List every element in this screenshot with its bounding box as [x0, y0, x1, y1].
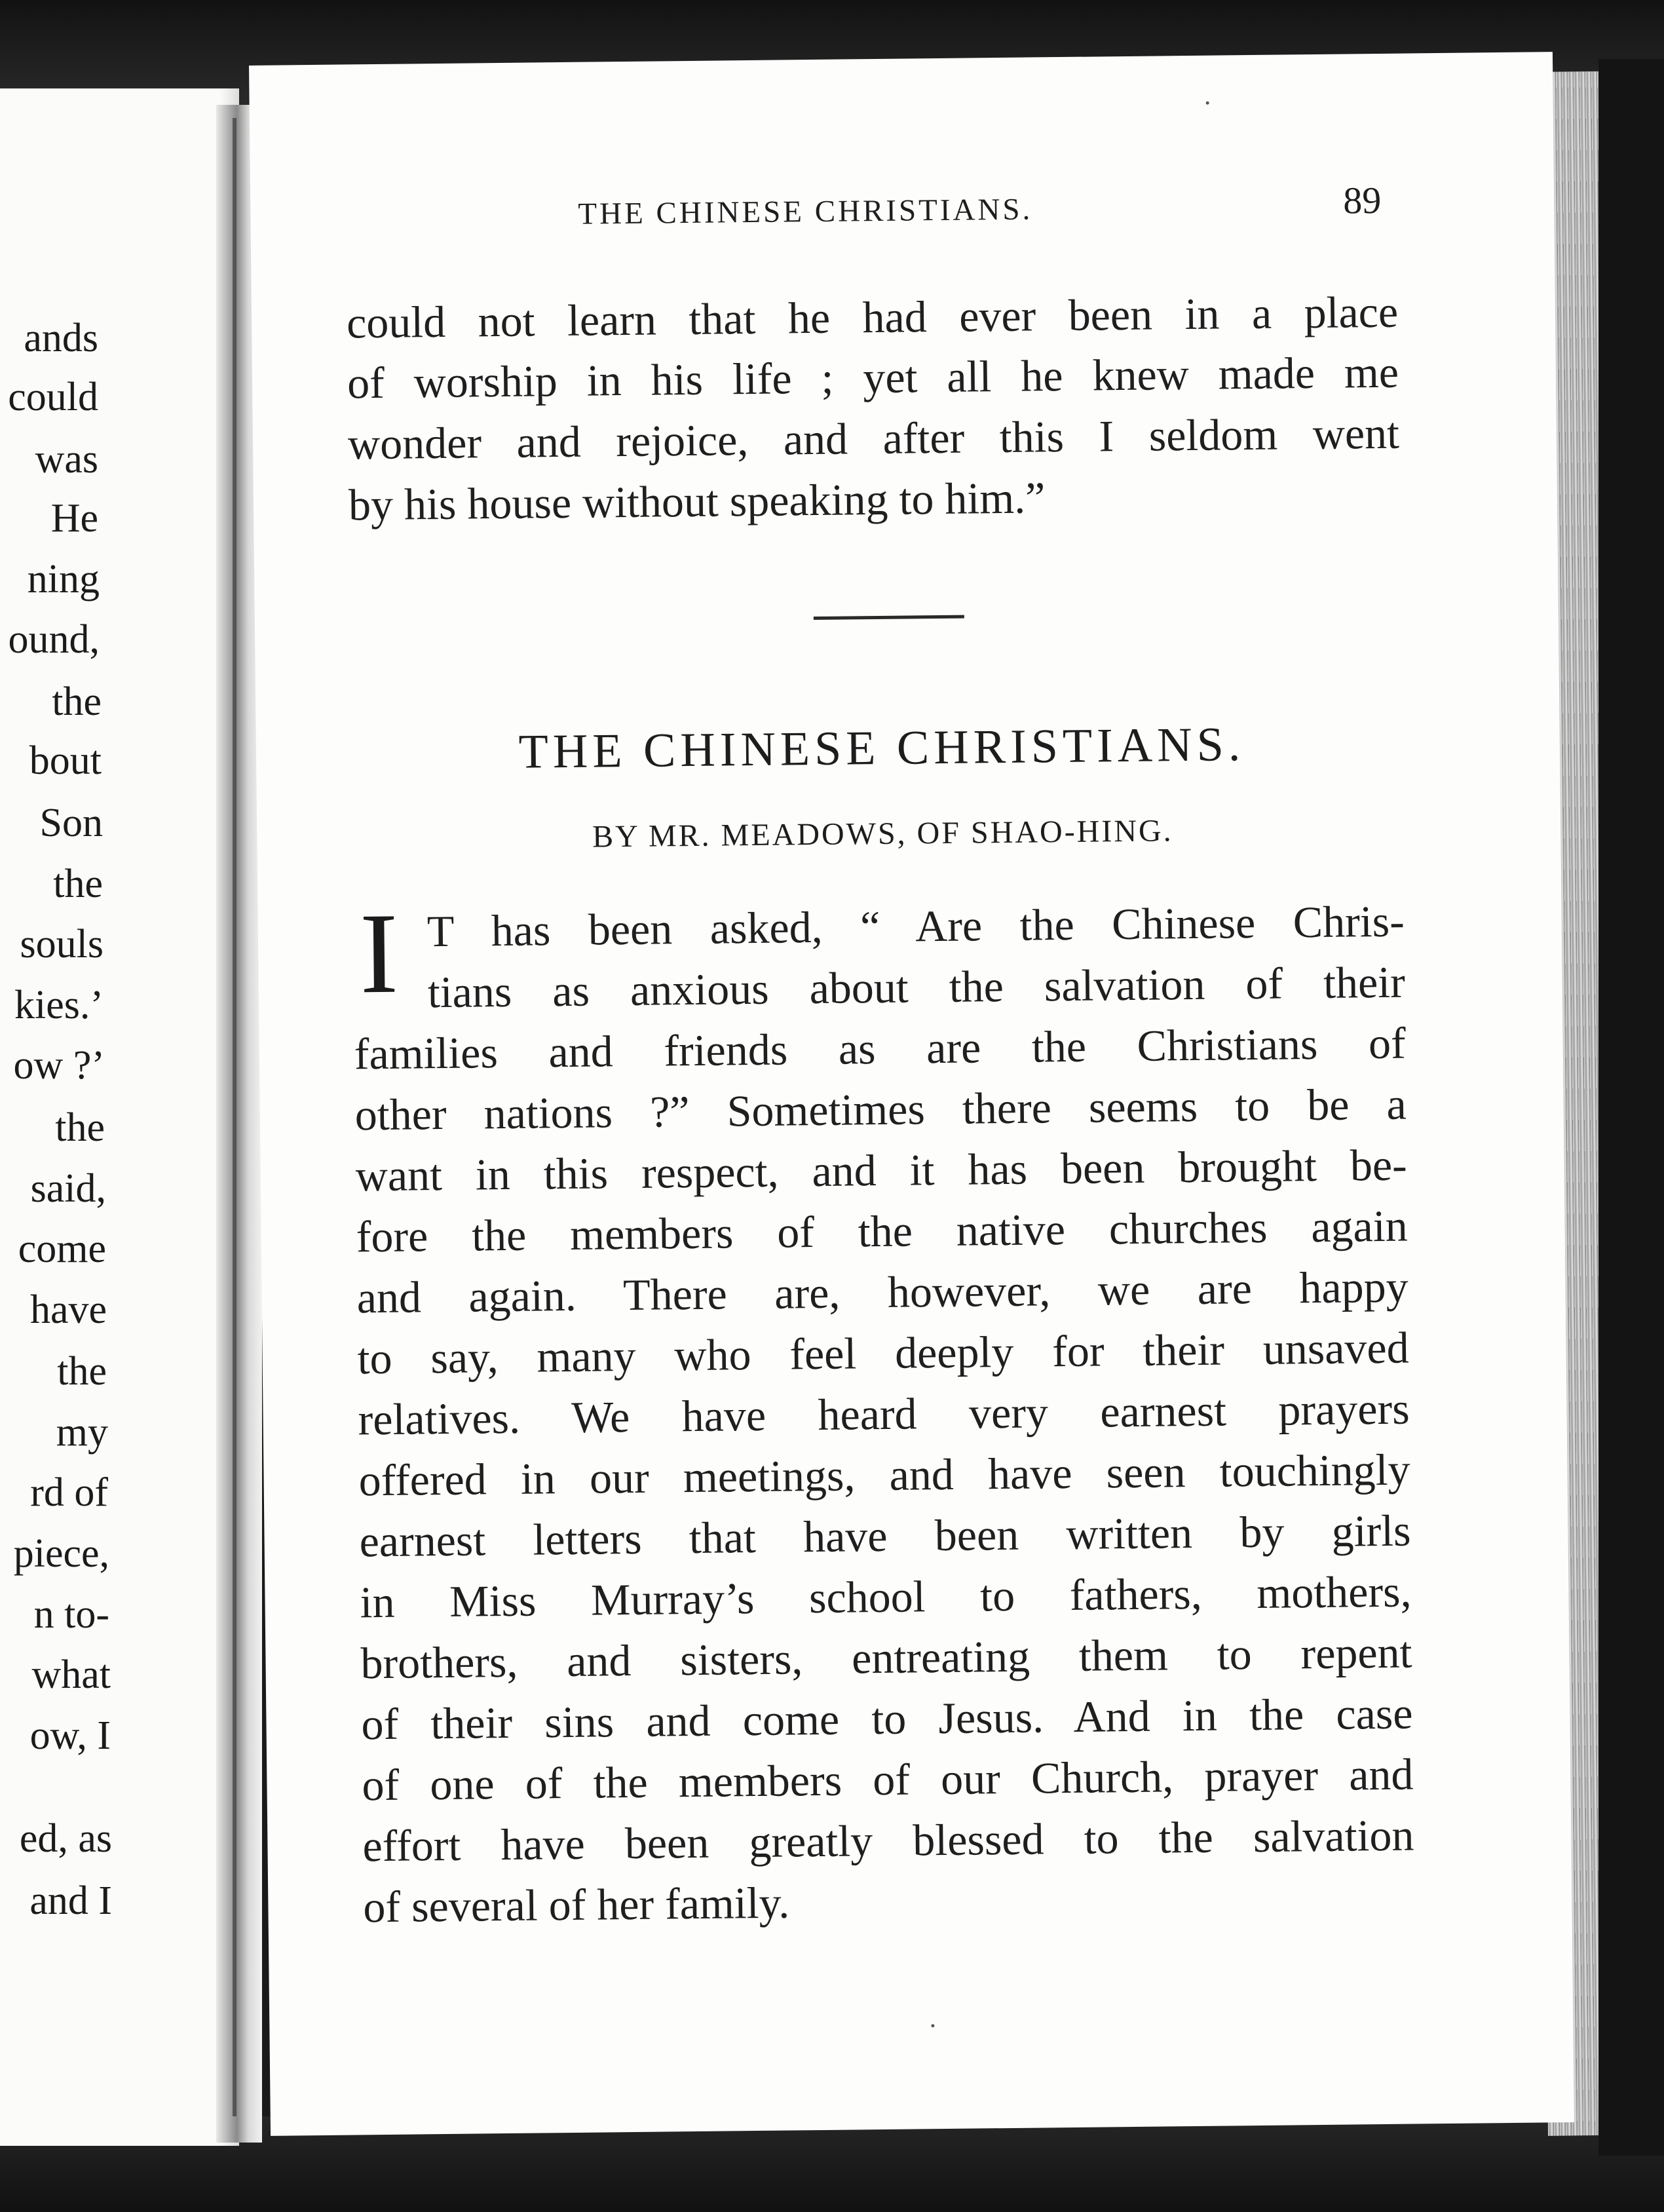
left-page-line: and I — [29, 1878, 112, 1923]
right-page — [249, 52, 1574, 2136]
continued-text-line: by his house without speaking to him.” — [348, 472, 1046, 530]
left-page-line: my — [56, 1410, 108, 1455]
left-page-line: ed, as — [19, 1816, 112, 1861]
article-text-line: brothers, and sisters, entreating them to repent — [360, 1627, 1412, 1688]
left-page-line: piece, — [13, 1531, 109, 1576]
article-text-line: offered in our meetings, and have seen touchingly — [358, 1444, 1410, 1506]
article-text-line: effort have been greatly blessed to the salvation — [362, 1810, 1414, 1871]
article-text-line: and again. There are, however, we are happy — [356, 1261, 1409, 1323]
article-byline: BY MR. MEADOWS, OF SHAO-HING. — [592, 813, 1173, 854]
left-page-line: ound, — [8, 617, 100, 662]
article-text-line: in Miss Murray’s school to fathers, mothers, — [360, 1566, 1412, 1628]
left-page-line: ow, I — [29, 1713, 111, 1758]
left-page-line: could — [8, 375, 98, 419]
left-page — [0, 88, 239, 2146]
article-text-line: of one of the members of our Church, prayer and — [362, 1749, 1414, 1810]
paper-speck — [931, 2024, 934, 2027]
left-page-line: ow ?’ — [13, 1043, 105, 1088]
page-number: 89 — [1342, 178, 1382, 222]
article-text-line: of their sins and come to Jesus. And in the case — [361, 1688, 1413, 1749]
article-text-line: tians as anxious about the salvation of their — [427, 957, 1406, 1018]
article-text-line: other nations ?” Sometimes there seems to be a — [354, 1078, 1407, 1140]
left-page-line: n to- — [33, 1592, 109, 1637]
left-page-line: rd of — [30, 1470, 108, 1515]
running-head: THE CHINESE CHRISTIANS. — [578, 192, 1033, 231]
article-text-line: of several of her family. — [363, 1877, 790, 1932]
left-page-line: Son — [39, 801, 103, 845]
paper-speck — [1206, 102, 1209, 105]
continued-text-line: of worship in his life ; yet all he knew made me — [347, 347, 1399, 408]
left-page-line: bout — [29, 738, 102, 783]
article-text-line: to say, many who feel deeply for their unsaved — [357, 1322, 1409, 1384]
left-page-line: souls — [20, 922, 104, 966]
left-page-line: have — [29, 1287, 107, 1332]
section-divider — [814, 615, 964, 620]
article-text-line: families and friends as are the Christians of — [354, 1018, 1407, 1079]
left-page-line: ning — [27, 557, 100, 601]
left-page-line: the — [53, 862, 103, 906]
left-page-line: come — [18, 1227, 106, 1271]
left-page-line: kies.’ — [14, 983, 104, 1027]
left-page-line: ands — [24, 316, 98, 360]
left-page-line: the — [55, 1105, 105, 1150]
continued-text-line: wonder and rejoice, and after this I seldom went — [347, 408, 1400, 469]
article-text-line: earnest letters that have been written by girls — [359, 1505, 1411, 1567]
left-page-line: said, — [30, 1166, 106, 1211]
left-page-line: what — [31, 1652, 111, 1697]
drop-cap: I — [359, 889, 399, 1018]
article-text-line: fore the members of the native churches again — [356, 1200, 1409, 1262]
left-page-line: the — [52, 679, 102, 724]
left-page-line: was — [35, 437, 98, 482]
binding-thread — [233, 118, 236, 2116]
article-title: THE CHINESE CHRISTIANS. — [518, 717, 1245, 779]
scan-background-right — [1598, 59, 1664, 2156]
article-text-line: relatives. We have heard very earnest prayers — [358, 1383, 1410, 1445]
left-page-line: the — [57, 1349, 107, 1394]
article-text-line: T has been asked, “ Are the Chinese Chris- — [426, 896, 1405, 957]
left-page-line: He — [50, 496, 98, 541]
continued-text-line: could not learn that he had ever been in a place — [346, 286, 1399, 348]
article-text-line: want in this respect, and it has been brought be- — [355, 1139, 1408, 1201]
